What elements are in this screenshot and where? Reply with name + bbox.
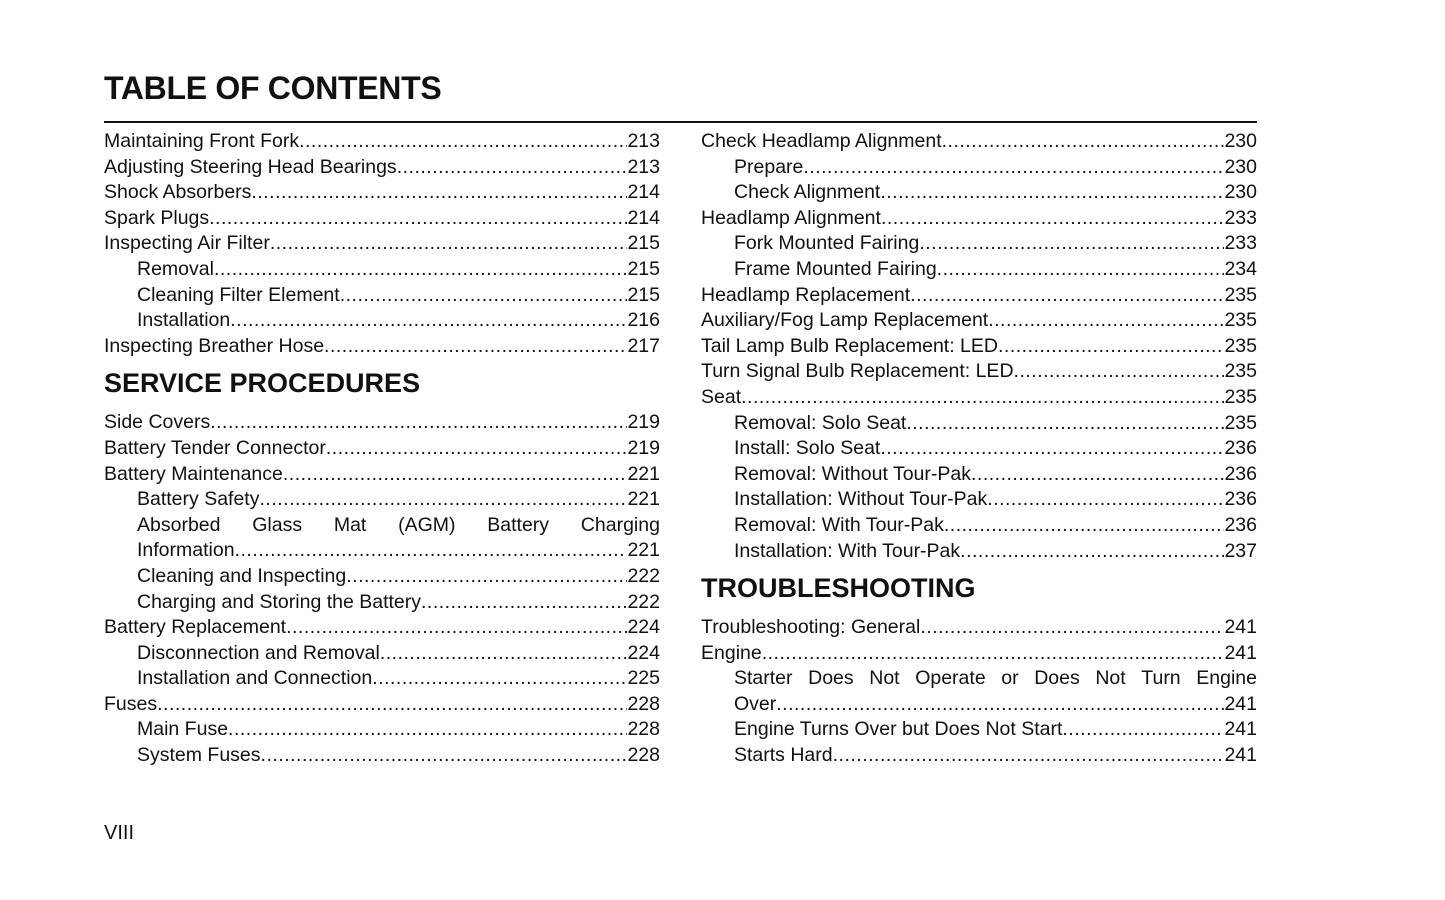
- page-number: 233: [1224, 232, 1257, 255]
- section-heading-troubleshooting: TROUBLESHOOTING: [701, 573, 976, 604]
- toc-entry[interactable]: Seat ..... 235: [701, 385, 1257, 411]
- toc-entry[interactable]: Headlamp Alignment ..... 233: [701, 206, 1257, 232]
- toc-subentry[interactable]: Disconnection and Removal ..... 224: [104, 641, 660, 667]
- page-number: 241: [1224, 744, 1257, 767]
- page-number: 230: [1224, 155, 1257, 178]
- page-number: 216: [627, 309, 660, 332]
- page-number: 230: [1224, 130, 1257, 152]
- dot-leader: [942, 129, 1225, 155]
- toc-entry[interactable]: Auxiliary/Fog Lamp Replacement ..... 235: [701, 308, 1257, 334]
- toc-subentry[interactable]: Installation ..... 216: [104, 308, 660, 334]
- page-number: 235: [1224, 411, 1257, 434]
- page-title: TABLE OF CONTENTS: [104, 70, 442, 106]
- toc-subentry[interactable]: Over ..... 241: [701, 692, 1257, 718]
- page-number: 236: [1224, 437, 1257, 460]
- dot-leader: [1014, 359, 1225, 385]
- dot-leader: [210, 410, 627, 436]
- dot-leader: [987, 487, 1224, 513]
- toc-subentry[interactable]: Removal: Solo Seat ..... 235: [701, 411, 1257, 437]
- title-divider: [104, 121, 1257, 123]
- toc-subentry[interactable]: Starts Hard ..... 241: [701, 743, 1257, 769]
- toc-entry[interactable]: Tail Lamp Bulb Replacement: LED ..... 235: [701, 334, 1257, 360]
- toc-entry[interactable]: Fuses ..... 228: [104, 692, 660, 718]
- page-number: 219: [627, 411, 660, 434]
- dot-leader: [261, 743, 628, 769]
- toc-entry[interactable]: Shock Absorbers ..... 214: [104, 180, 660, 206]
- page-number: 241: [1224, 616, 1257, 639]
- toc-entry[interactable]: Engine ..... 241: [701, 641, 1257, 667]
- page-number: 235: [1224, 334, 1257, 357]
- page-number: 213: [627, 130, 660, 152]
- dot-leader: [340, 283, 628, 309]
- page-number: 217: [627, 334, 660, 357]
- page-number: 235: [1224, 385, 1257, 408]
- toc-entry[interactable]: Battery Tender Connector ..... 219: [104, 436, 660, 462]
- toc-subentry-line1[interactable]: Starter Does Not Operate or Does Not Turn Engine: [734, 667, 1257, 690]
- dot-leader: [326, 436, 628, 462]
- page-number: 224: [627, 641, 660, 664]
- dot-leader: [157, 692, 627, 718]
- dot-leader: [741, 385, 1224, 411]
- dot-leader: [803, 155, 1224, 181]
- toc-subentry[interactable]: Information ..... 221: [104, 538, 660, 564]
- toc-subentry[interactable]: Cleaning and Inspecting ..... 222: [104, 564, 660, 590]
- toc-entry[interactable]: Turn Signal Bulb Replacement: LED ..... 235: [701, 359, 1257, 385]
- dot-leader: [299, 129, 627, 155]
- dot-leader: [910, 283, 1224, 309]
- dot-leader: [988, 308, 1224, 334]
- toc-right-column: [701, 129, 1257, 769]
- page-number: 214: [627, 181, 660, 204]
- dot-leader: [937, 257, 1225, 283]
- page-number: 221: [627, 539, 660, 562]
- toc-entry[interactable]: Headlamp Replacement ..... 235: [701, 283, 1257, 309]
- page-number: 214: [627, 206, 660, 229]
- page-number: 236: [1224, 513, 1257, 536]
- dot-leader: [971, 462, 1224, 488]
- dot-leader: [380, 641, 628, 667]
- page-number: 235: [1224, 283, 1257, 306]
- toc-subentry[interactable]: Install: Solo Seat ..... 236: [701, 436, 1257, 462]
- dot-leader: [230, 308, 627, 334]
- page-number: 235: [1224, 360, 1257, 383]
- toc-subentry[interactable]: Installation: With Tour-Pak ..... 237: [701, 539, 1257, 565]
- page-number: 236: [1224, 462, 1257, 485]
- toc-subentry-line1[interactable]: Absorbed Glass Mat (AGM) Battery Charging: [137, 513, 660, 536]
- dot-leader: [283, 462, 628, 488]
- dot-leader: [998, 334, 1224, 360]
- dot-leader: [421, 590, 627, 616]
- page-number: 213: [627, 155, 660, 178]
- toc-subentry[interactable]: Fork Mounted Fairing ..... 233: [701, 231, 1257, 257]
- page-number: 222: [627, 590, 660, 613]
- page-number: 224: [627, 616, 660, 639]
- dot-leader: [776, 692, 1224, 718]
- page-number: 241: [1224, 692, 1257, 715]
- dot-leader: [372, 666, 627, 692]
- page-number: 228: [627, 718, 660, 741]
- toc-entry[interactable]: Spark Plugs ..... 214: [104, 206, 660, 232]
- toc-subentry[interactable]: Battery Safety ..... 221: [104, 487, 660, 513]
- dot-leader: [833, 743, 1225, 769]
- toc-entry[interactable]: Inspecting Air Filter ..... 215: [104, 231, 660, 257]
- dot-leader: [346, 564, 627, 590]
- toc-entry[interactable]: Inspecting Breather Hose ..... 217: [104, 334, 660, 360]
- toc-entry[interactable]: Adjusting Steering Head Bearings ..... 213: [104, 155, 660, 181]
- toc-subentry[interactable]: Installation: Without Tour-Pak ..... 236: [701, 487, 1257, 513]
- toc-subentry[interactable]: System Fuses ..... 228: [104, 743, 660, 769]
- toc-left-column: [104, 129, 660, 769]
- dot-leader: [919, 231, 1224, 257]
- toc-subentry[interactable]: Frame Mounted Fairing ..... 234: [701, 257, 1257, 283]
- dot-leader: [944, 513, 1225, 539]
- toc-subentry[interactable]: Installation and Connection ..... 225: [104, 666, 660, 692]
- toc-subentry[interactable]: Removal: With Tour-Pak ..... 236: [701, 513, 1257, 539]
- dot-leader: [960, 539, 1224, 565]
- toc-subentry[interactable]: Removal: Without Tour-Pak ..... 236: [701, 462, 1257, 488]
- page-number: 235: [1224, 309, 1257, 332]
- page-number: 221: [627, 488, 660, 511]
- dot-leader: [270, 231, 628, 257]
- dot-leader: [286, 615, 627, 641]
- toc-subentry[interactable]: Main Fuse ..... 228: [104, 717, 660, 743]
- dot-leader: [920, 615, 1224, 641]
- dot-leader: [881, 206, 1225, 232]
- page-number: 215: [627, 257, 660, 280]
- dot-leader: [228, 717, 627, 743]
- page-number: 234: [1224, 257, 1257, 280]
- dot-leader: [880, 436, 1224, 462]
- toc-subentry[interactable]: Prepare ..... 230: [701, 155, 1257, 181]
- toc-subentry[interactable]: Removal ..... 215: [104, 257, 660, 283]
- dot-leader: [235, 538, 628, 564]
- dot-leader: [880, 180, 1224, 206]
- page-number: 233: [1224, 206, 1257, 229]
- toc-entry[interactable]: Side Covers ..... 219: [104, 410, 660, 436]
- toc-entry[interactable]: Battery Maintenance ..... 221: [104, 462, 660, 488]
- toc-subentry[interactable]: Engine Turns Over but Does Not Start ..... 241: [701, 717, 1257, 743]
- section-heading-service-procedures: SERVICE PROCEDURES: [104, 368, 421, 399]
- toc-subentry[interactable]: Cleaning Filter Element ..... 215: [104, 283, 660, 309]
- page-number: 230: [1224, 181, 1257, 204]
- dot-leader: [251, 180, 627, 206]
- page-number: 225: [627, 667, 660, 690]
- page-number: 237: [1224, 539, 1257, 562]
- page-number: 228: [627, 744, 660, 767]
- dot-leader: [209, 206, 627, 232]
- toc-entry[interactable]: Check Headlamp Alignment ..... 230: [701, 129, 1257, 155]
- page-number: 241: [1224, 718, 1257, 741]
- dot-leader: [762, 641, 1225, 667]
- toc-entry[interactable]: Battery Replacement ..... 224: [104, 615, 660, 641]
- dot-leader: [259, 487, 627, 513]
- page-number: 222: [627, 564, 660, 587]
- page-number: 221: [627, 462, 660, 485]
- page-number: 228: [627, 692, 660, 715]
- page-number: 215: [627, 232, 660, 255]
- dot-leader: [324, 334, 627, 360]
- toc-subentry[interactable]: Check Alignment ..... 230: [701, 180, 1257, 206]
- page-number: 236: [1224, 488, 1257, 511]
- dot-leader: [1062, 717, 1224, 743]
- page-number: 215: [627, 283, 660, 306]
- toc-entry[interactable]: Troubleshooting: General ..... 241: [701, 615, 1257, 641]
- page-number: 241: [1224, 641, 1257, 664]
- dot-leader: [906, 411, 1224, 437]
- toc-entry[interactable]: Maintaining Front Fork ..... 213: [104, 129, 660, 155]
- dot-leader: [214, 257, 628, 283]
- page-number: 219: [627, 436, 660, 459]
- dot-leader: [397, 155, 628, 181]
- toc-subentry[interactable]: Charging and Storing the Battery ..... 222: [104, 590, 660, 616]
- page-folio: VIII: [104, 822, 135, 844]
